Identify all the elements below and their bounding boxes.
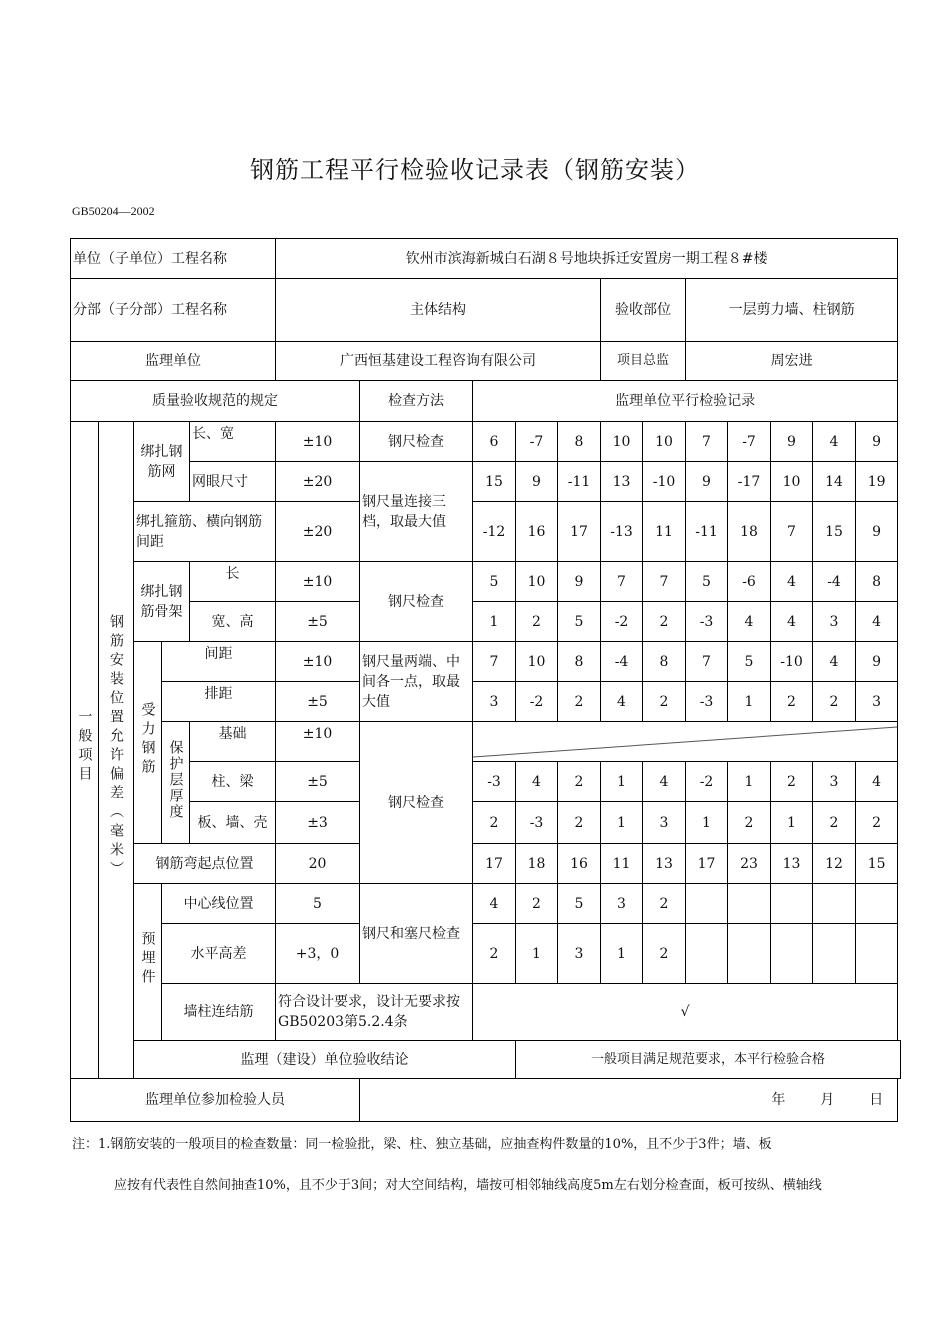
record-cell: 9 xyxy=(686,462,728,502)
record-cell: 2 xyxy=(516,602,558,642)
general-item-label: 一般项目 xyxy=(71,422,99,1079)
supervision-unit-value: 广西恒基建设工程咨询有限公司 xyxy=(276,342,601,381)
item-label: 水平高差 xyxy=(162,924,276,984)
record-cell: 17 xyxy=(558,502,601,562)
record-cell: 13 xyxy=(771,844,813,884)
inspectors-label: 监理单位参加检验人员 xyxy=(71,1079,360,1122)
record-cell: 4 xyxy=(771,602,813,642)
record-cell: -7 xyxy=(516,422,558,462)
item-label: 网眼尺寸 xyxy=(190,462,276,502)
record-cell: 7 xyxy=(601,562,643,602)
record-cell xyxy=(686,924,728,984)
record-cell: 9 xyxy=(856,422,898,462)
record-cell: 2 xyxy=(643,924,686,984)
record-cell xyxy=(728,884,771,924)
record-cell: 4 xyxy=(813,642,856,682)
allowable-deviation-label: 钢筋安装位置允许偏差（毫米） xyxy=(99,422,134,1079)
record-cell: 14 xyxy=(813,462,856,502)
item-label: 墙柱连结筋 xyxy=(162,984,276,1041)
tolerance: ±10 xyxy=(276,642,360,682)
record-cell: -17 xyxy=(728,462,771,502)
item-label: 柱、梁 xyxy=(190,762,276,802)
record-cell: 4 xyxy=(856,602,898,642)
record-cell: 11 xyxy=(601,844,643,884)
record-cell: 5 xyxy=(728,642,771,682)
record-cell: -2 xyxy=(686,762,728,802)
record-cell: 15 xyxy=(856,844,898,884)
record-cell: 18 xyxy=(728,502,771,562)
tolerance: ±3 xyxy=(276,802,360,844)
record-cell: 8 xyxy=(643,642,686,682)
note-line-2: 应按有代表性自然间抽查10%，且不少于3间；对大空间结构，墙按可相邻轴线高度5m左右划分检查面，板可按纵、横轴线 xyxy=(114,1178,822,1193)
record-cell xyxy=(771,884,813,924)
tolerance: 5 xyxy=(276,884,360,924)
record-cell: 18 xyxy=(516,844,558,884)
date-year: 年 xyxy=(771,1092,786,1108)
record-cell: 13 xyxy=(601,462,643,502)
record-cell: -7 xyxy=(728,422,771,462)
method-cell: 钢尺量连接三档，取最大值 xyxy=(360,462,473,562)
record-cell: -3 xyxy=(686,682,728,722)
item-label: 宽、高 xyxy=(190,602,276,642)
tolerance: 20 xyxy=(276,844,360,884)
tolerance: ±10 xyxy=(276,422,360,462)
record-cell: 4 xyxy=(473,884,516,924)
supervision-unit-label: 监理单位 xyxy=(71,342,276,381)
method-cell: 钢尺和塞尺检查 xyxy=(360,884,473,984)
stressed-label: 受力钢筋 xyxy=(134,642,162,844)
col-record: 监理单位平行检验记录 xyxy=(473,381,898,422)
record-cell: 2 xyxy=(473,802,516,844)
record-cell: 17 xyxy=(473,844,516,884)
item-label: 中心线位置 xyxy=(162,884,276,924)
chief-label: 项目总监 xyxy=(601,342,686,381)
tolerance: ±5 xyxy=(276,602,360,642)
tolerance: +3，0 xyxy=(276,924,360,984)
record-cell: 2 xyxy=(558,762,601,802)
record-cell: 2 xyxy=(771,682,813,722)
item-label: 钢筋弯起点位置 xyxy=(134,844,276,884)
struck-out-cell xyxy=(473,722,898,762)
record-cell xyxy=(856,924,898,984)
inspection-table xyxy=(70,238,901,1122)
item-label: 排距 xyxy=(162,682,276,722)
tolerance: ±5 xyxy=(276,682,360,722)
record-cell: 16 xyxy=(558,844,601,884)
record-cell: 5 xyxy=(686,562,728,602)
tolerance: ±5 xyxy=(276,762,360,802)
record-cell: 9 xyxy=(516,462,558,502)
record-cell: -3 xyxy=(473,762,516,802)
record-cell xyxy=(813,924,856,984)
record-cell: 9 xyxy=(856,642,898,682)
record-cell: 7 xyxy=(643,562,686,602)
record-cell: 7 xyxy=(473,642,516,682)
date-day: 日 xyxy=(869,1092,884,1108)
record-cell: 6 xyxy=(473,422,516,462)
record-cell: -2 xyxy=(516,682,558,722)
record-cell: 3 xyxy=(643,802,686,844)
record-cell: 12 xyxy=(813,844,856,884)
record-cell: 3 xyxy=(473,682,516,722)
conclusion-value: 一般项目满足规范要求，本平行检验合格 xyxy=(516,1041,901,1079)
method-cell: 钢尺检查 xyxy=(360,562,473,642)
record-cell: -10 xyxy=(643,462,686,502)
tolerance: ±10 xyxy=(276,722,360,762)
tolerance: ±20 xyxy=(276,462,360,502)
record-cell xyxy=(771,924,813,984)
record-cell: 1 xyxy=(771,802,813,844)
conclusion-label: 监理（建设）单位验收结论 xyxy=(134,1041,516,1079)
record-cell: 2 xyxy=(516,884,558,924)
record-cell: 10 xyxy=(643,422,686,462)
record-cell: 4 xyxy=(728,602,771,642)
record-cell: 8 xyxy=(558,422,601,462)
record-cell: 9 xyxy=(856,502,898,562)
chief-value: 周宏进 xyxy=(686,342,898,381)
record-cell: 5 xyxy=(473,562,516,602)
sub-value: 主体结构 xyxy=(276,279,601,342)
tolerance: ±20 xyxy=(276,502,360,562)
record-cell: 2 xyxy=(643,602,686,642)
record-cell: -12 xyxy=(473,502,516,562)
record-cell: 1 xyxy=(728,762,771,802)
item-label: 基础 xyxy=(190,722,276,762)
strike-line xyxy=(473,722,897,762)
record-cell: 11 xyxy=(643,502,686,562)
record-cell: 17 xyxy=(686,844,728,884)
record-cell: -3 xyxy=(686,602,728,642)
col-spec: 质量验收规范的规定 xyxy=(71,381,360,422)
record-cell: 2 xyxy=(771,762,813,802)
record-cell xyxy=(856,884,898,924)
record-cell: 15 xyxy=(473,462,516,502)
record-cell: 10 xyxy=(516,642,558,682)
record-cell: 16 xyxy=(516,502,558,562)
record-cell: 4 xyxy=(516,762,558,802)
record-cell: 4 xyxy=(771,562,813,602)
record-cell: 1 xyxy=(516,924,558,984)
tolerance: 符合设计要求，设计无要求按GB50203第5.2.4条 xyxy=(276,984,473,1041)
record-cell: 1 xyxy=(601,802,643,844)
record-cell: -4 xyxy=(813,562,856,602)
item-label: 长、宽 xyxy=(190,422,276,462)
method-cell: 钢尺量两端、中间各一点，取最大值 xyxy=(360,642,473,722)
record-cell: 3 xyxy=(558,924,601,984)
record-cell: 2 xyxy=(558,802,601,844)
record-cell: 13 xyxy=(643,844,686,884)
record-cell: 2 xyxy=(856,802,898,844)
acceptance-part-value: 一层剪力墙、柱钢筋 xyxy=(686,279,898,342)
record-cell: 9 xyxy=(771,422,813,462)
record-cell: 10 xyxy=(516,562,558,602)
page-title: 钢筋工程平行检验收记录表（钢筋安装） xyxy=(250,156,700,184)
record-cell: 8 xyxy=(558,642,601,682)
skeleton-label: 绑扎钢筋骨架 xyxy=(134,562,190,642)
item-label: 板、墙、壳 xyxy=(190,802,276,844)
embedded-label: 预埋件 xyxy=(134,884,162,1041)
record-cell: -2 xyxy=(601,602,643,642)
record-cell: -13 xyxy=(601,502,643,562)
item-label: 长 xyxy=(190,562,276,602)
record-cell: 2 xyxy=(643,884,686,924)
record-cell: 8 xyxy=(856,562,898,602)
record-cell: 3 xyxy=(856,682,898,722)
record-cell xyxy=(813,884,856,924)
record-cell: 5 xyxy=(558,602,601,642)
date-month: 月 xyxy=(820,1092,835,1108)
notes xyxy=(72,1124,912,1206)
record-cell: 3 xyxy=(813,762,856,802)
record-cell: 1 xyxy=(728,682,771,722)
record-cell: 2 xyxy=(813,682,856,722)
col-method: 检查方法 xyxy=(360,381,473,422)
record-cell: 3 xyxy=(601,884,643,924)
record-cell: -11 xyxy=(558,462,601,502)
record-cell: -3 xyxy=(516,802,558,844)
record-cell: 4 xyxy=(856,762,898,802)
record-cell: 10 xyxy=(771,462,813,502)
method-cell: 钢尺检查 xyxy=(360,722,473,884)
record-cell: 2 xyxy=(813,802,856,844)
record-cell xyxy=(728,924,771,984)
record-cell: -6 xyxy=(728,562,771,602)
acceptance-part-label: 验收部位 xyxy=(601,279,686,342)
cover-label: 保护层厚度 xyxy=(162,722,190,844)
record-cell: 1 xyxy=(686,802,728,844)
record-cell: 1 xyxy=(601,924,643,984)
record-cell: 3 xyxy=(813,602,856,642)
record-cell: 2 xyxy=(473,924,516,984)
note-line-1: 注：1.钢筋安装的一般项目的检查数量：同一检验批，梁、柱、独立基础，应抽查构件数量的10%，且不少于3件；墙、板 xyxy=(72,1137,772,1152)
tolerance: ±10 xyxy=(276,562,360,602)
record-cell: 2 xyxy=(728,802,771,844)
record-cell: -10 xyxy=(771,642,813,682)
standard-code: GB50204—2002 xyxy=(72,204,155,218)
record-cell: 2 xyxy=(558,682,601,722)
record-cell: -4 xyxy=(601,642,643,682)
record-cell: 7 xyxy=(771,502,813,562)
record-cell xyxy=(686,884,728,924)
unit-label: 单位（子单位）工程名称 xyxy=(71,239,276,279)
record-cell: √ xyxy=(473,984,898,1041)
item-label: 绑扎箍筋、横向钢筋间距 xyxy=(134,502,276,562)
record-cell: 4 xyxy=(813,422,856,462)
record-cell: 4 xyxy=(643,762,686,802)
item-label: 间距 xyxy=(162,642,276,682)
method-cell: 钢尺检查 xyxy=(360,422,473,462)
record-cell: 19 xyxy=(856,462,898,502)
mesh-label: 绑扎钢筋网 xyxy=(134,422,190,502)
record-cell: 7 xyxy=(686,422,728,462)
record-cell: 1 xyxy=(473,602,516,642)
record-cell: 2 xyxy=(643,682,686,722)
record-cell: 1 xyxy=(601,762,643,802)
sub-label: 分部（子分部）工程名称 xyxy=(71,279,276,342)
record-cell: 23 xyxy=(728,844,771,884)
record-cell: 4 xyxy=(601,682,643,722)
record-cell: -11 xyxy=(686,502,728,562)
record-cell: 5 xyxy=(558,884,601,924)
record-cell: 7 xyxy=(686,642,728,682)
record-cell: 9 xyxy=(558,562,601,602)
unit-value: 钦州市滨海新城白石湖８号地块拆迁安置房一期工程８#楼 xyxy=(276,239,898,279)
inspection-date xyxy=(360,1079,898,1122)
record-cell: 10 xyxy=(601,422,643,462)
record-cell: 15 xyxy=(813,502,856,562)
